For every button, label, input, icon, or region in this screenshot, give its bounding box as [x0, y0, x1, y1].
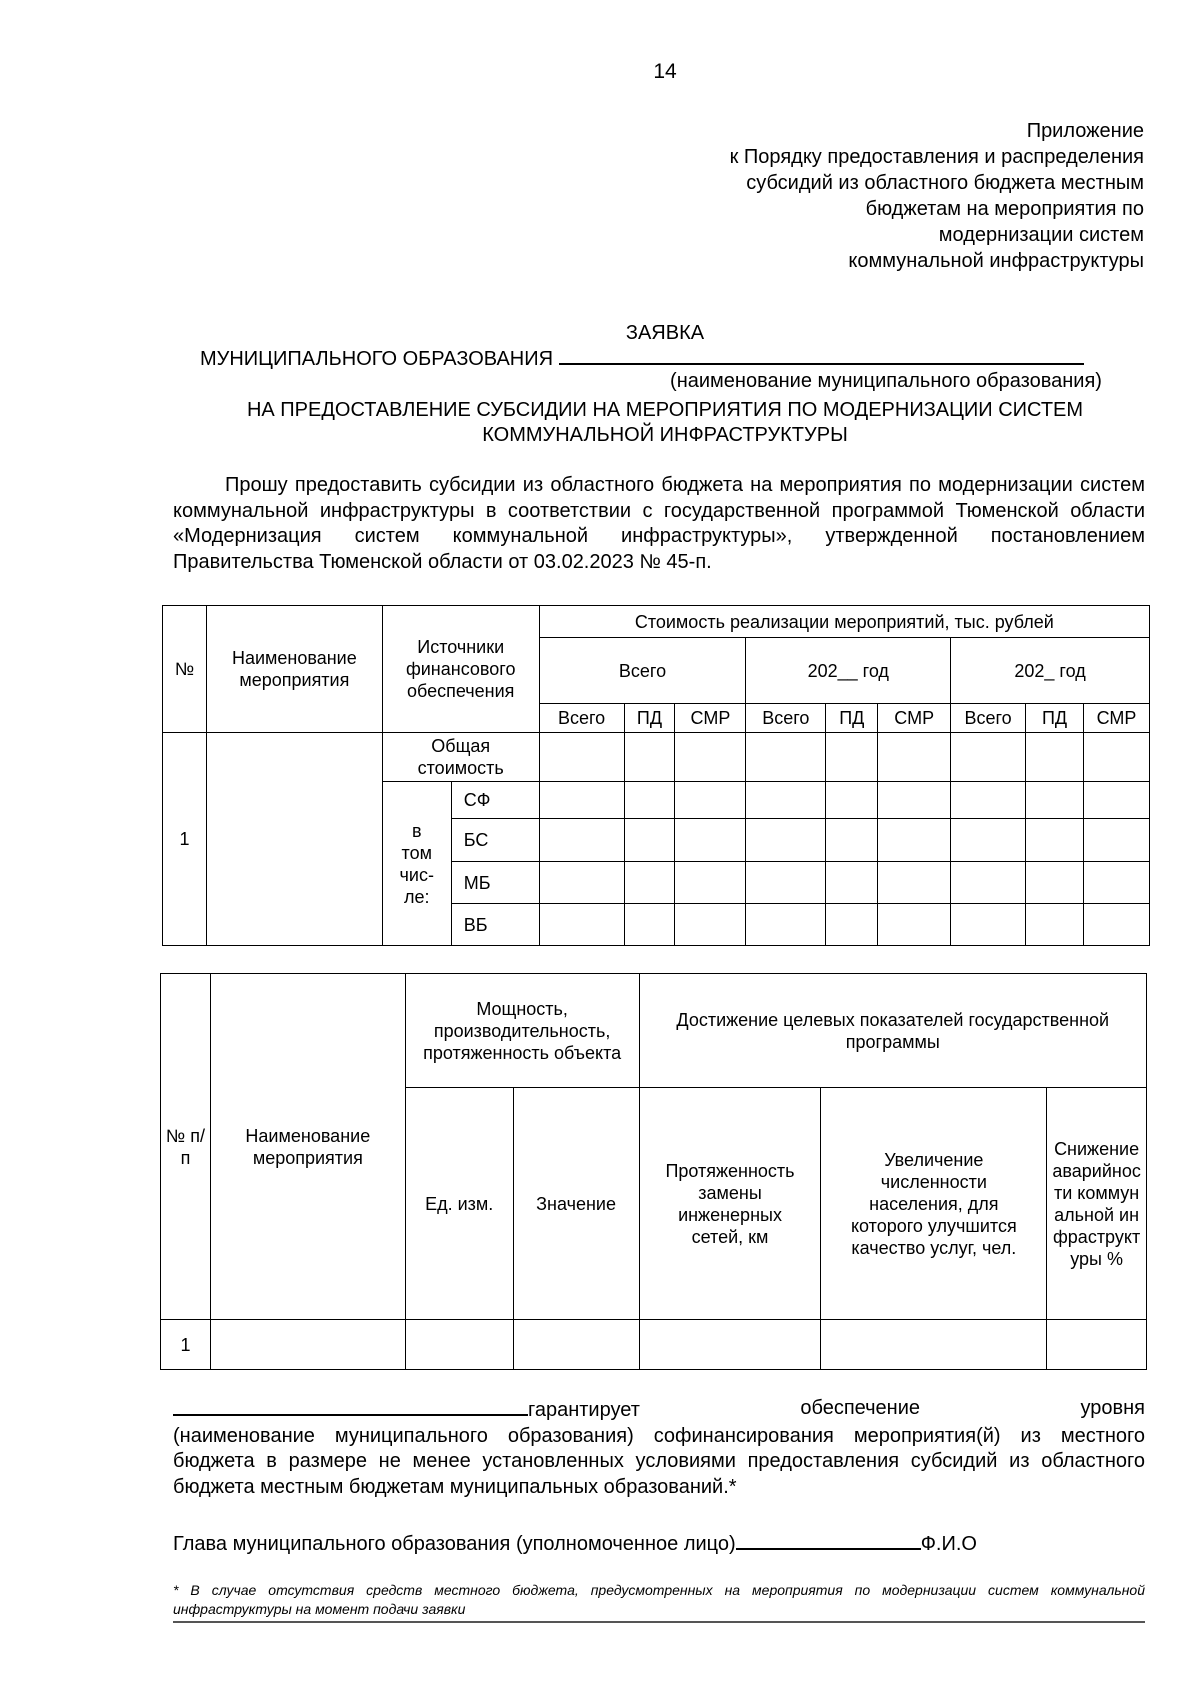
footnote: * В случае отсутствия средств местного бюджета, предусмотренных на мероприятия по модернизации систем коммунальной инфраструктуры на момент подачи заявки [173, 1581, 1145, 1623]
col-num-header: № [163, 606, 207, 733]
sub-header: Всего [746, 704, 826, 733]
cell[interactable] [539, 862, 624, 904]
col-name-header: Наименование мероприятия [206, 606, 382, 733]
cell[interactable] [1026, 733, 1084, 782]
cell[interactable] [624, 862, 675, 904]
including-label: в том чис-ле: [382, 782, 451, 946]
row-number: 1 [161, 1320, 211, 1370]
accident-header: Снижение аварийности коммунальной инфраструктуры % [1047, 1088, 1147, 1320]
cell[interactable] [821, 1320, 1047, 1370]
cell[interactable] [539, 782, 624, 819]
source-label: БС [451, 819, 539, 862]
cell[interactable] [1083, 904, 1149, 946]
cell[interactable] [826, 904, 878, 946]
cell[interactable] [746, 904, 826, 946]
guarantee-word: обеспечение [800, 1397, 921, 1419]
cell[interactable] [1026, 904, 1084, 946]
cost-header: Стоимость реализации мероприятий, тыс. рублей [539, 606, 1149, 638]
appendix-line: модернизации систем [938, 224, 1144, 246]
guarantee-first-line [173, 1396, 1145, 1424]
cell[interactable] [951, 904, 1026, 946]
cell[interactable] [1083, 819, 1149, 862]
col-name-header: Наименование мероприятия [210, 974, 405, 1320]
sub-header: СМР [675, 704, 746, 733]
cell[interactable] [878, 862, 951, 904]
cell[interactable] [951, 819, 1026, 862]
cell[interactable] [624, 904, 675, 946]
source-label: ВБ [451, 904, 539, 946]
cell[interactable] [826, 733, 878, 782]
mo-hint: (наименование муниципального образования) [670, 370, 1102, 392]
cell[interactable] [878, 819, 951, 862]
appendix-line: бюджетам на мероприятия по [865, 198, 1144, 220]
cell[interactable] [624, 782, 675, 819]
appendix-block [624, 118, 1144, 274]
sub-header: ПД [624, 704, 675, 733]
total-cost-label: Общая стоимость [382, 733, 539, 782]
cell[interactable] [826, 862, 878, 904]
sub-header: СМР [878, 704, 951, 733]
cell[interactable] [878, 904, 951, 946]
cell[interactable] [951, 782, 1026, 819]
cell[interactable] [746, 782, 826, 819]
cell[interactable] [746, 862, 826, 904]
doc-title: ЗАЯВКА [625, 322, 705, 344]
col-sources-header: Источники финансового обеспечения [382, 606, 539, 733]
unit-header: Ед. изм. [405, 1088, 513, 1320]
row-number: 1 [163, 733, 207, 946]
cell[interactable] [1026, 819, 1084, 862]
source-label: СФ [451, 782, 539, 819]
targets-header: Достижение целевых показателей государственной программы [639, 974, 1146, 1088]
sub-header: Всего [539, 704, 624, 733]
indicators-table [160, 973, 1147, 1370]
population-header: Увеличение численности населения, для которого улучшится качество услуг, чел. [821, 1088, 1047, 1320]
mo-name-blank[interactable] [173, 1396, 528, 1416]
signature-blank[interactable] [736, 1530, 921, 1550]
sub-header: ПД [1026, 704, 1084, 733]
col-num-header: № п/п [161, 974, 211, 1320]
guarantee-text: (наименование муниципального образования) софинансирования мероприятия(й) из местного бюджета в размере не менее установленных условиями предоставления субсидий из областного бюджета местным бюджетам муниципальных образований.* [173, 1424, 1145, 1498]
cell[interactable] [675, 733, 746, 782]
mo-name-blank[interactable] [559, 343, 1084, 365]
appendix-line: к Порядку предоставления и распределения [729, 146, 1144, 168]
sub-header: ПД [826, 704, 878, 733]
doc-subtitle-1: НА ПРЕДОСТАВЛЕНИЕ СУБСИДИИ НА МЕРОПРИЯТИЯ ПО МОДЕРНИЗАЦИИ СИСТЕМ [246, 399, 1084, 421]
cell[interactable] [1083, 782, 1149, 819]
cell[interactable] [878, 733, 951, 782]
group-year2-header: 202_ год [951, 638, 1150, 704]
measure-name-cell[interactable] [206, 733, 382, 946]
source-label: МБ [451, 862, 539, 904]
request-paragraph [173, 473, 1145, 575]
appendix-line: коммунальной инфраструктуры [848, 250, 1144, 272]
capacity-header: Мощность, производительность, протяженность объекта [405, 974, 639, 1088]
sub-header: Всего [951, 704, 1026, 733]
cell[interactable] [405, 1320, 513, 1370]
signature-label: Глава муниципального образования (уполномоченное лицо) [173, 1533, 736, 1555]
appendix-line: Приложение [1026, 120, 1144, 142]
page-number: 14 [653, 60, 677, 83]
value-header: Значение [513, 1088, 639, 1320]
cell[interactable] [1026, 862, 1084, 904]
cell[interactable] [624, 733, 675, 782]
signature-line [173, 1530, 977, 1556]
cell[interactable] [1026, 782, 1084, 819]
signature-fio: Ф.И.О [920, 1533, 977, 1555]
cell[interactable] [746, 733, 826, 782]
sub-header: СМР [1083, 704, 1149, 733]
cell[interactable] [746, 819, 826, 862]
cell[interactable] [675, 782, 746, 819]
guarantee-paragraph [173, 1396, 1145, 1500]
cell[interactable] [675, 862, 746, 904]
group-year1-header: 202__ год [746, 638, 951, 704]
cell[interactable] [1083, 733, 1149, 782]
mo-label: МУНИЦИПАЛЬНОГО ОБРАЗОВАНИЯ [200, 348, 554, 370]
cell[interactable] [826, 819, 878, 862]
cell[interactable] [639, 1320, 821, 1370]
group-total-header: Всего [539, 638, 746, 704]
cell[interactable] [624, 819, 675, 862]
cell[interactable] [951, 862, 1026, 904]
cell[interactable] [539, 733, 624, 782]
guarantee-word: гарантирует [528, 1399, 640, 1421]
cell[interactable] [675, 819, 746, 862]
cell[interactable] [675, 904, 746, 946]
cell[interactable] [513, 1320, 639, 1370]
cell[interactable] [878, 782, 951, 819]
cell[interactable] [951, 733, 1026, 782]
cell[interactable] [539, 819, 624, 862]
guarantee-word: уровня [1080, 1397, 1145, 1419]
mo-line [200, 343, 1084, 371]
doc-subtitle-2: КОММУНАЛЬНОЙ ИНФРАСТРУКТУРЫ [482, 424, 848, 446]
cell[interactable] [826, 782, 878, 819]
cell[interactable] [539, 904, 624, 946]
cell[interactable] [1047, 1320, 1147, 1370]
appendix-line: субсидий из областного бюджета местным [746, 172, 1144, 194]
length-header: Протяженность замены инженерных сетей, км [639, 1088, 821, 1320]
cost-table [162, 605, 1150, 946]
request-text: Прошу предоставить субсидии из областного бюджета на мероприятия по модернизации систем коммунальной инфраструктуры в соответствии с государственной программой Тюменской области «Модернизация систем коммунальной инфраструктуры», утвержденной постановлением Правительства Тюменской области от 03.02.2023 № 45-п. [173, 474, 1145, 573]
cell[interactable] [210, 1320, 405, 1370]
cell[interactable] [1083, 862, 1149, 904]
